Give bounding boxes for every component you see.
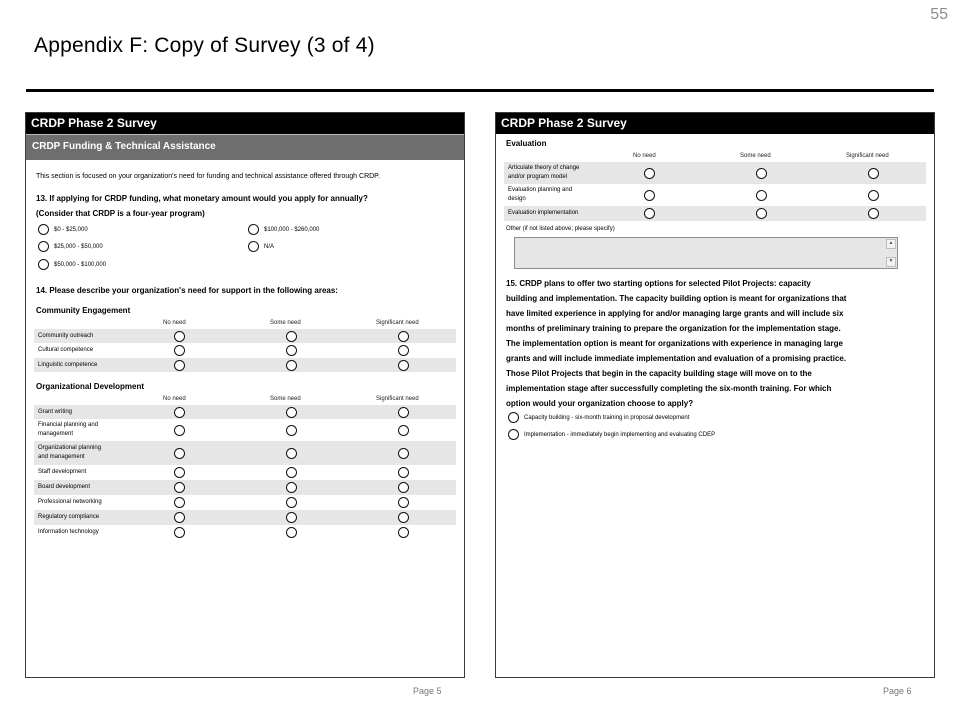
q13-option-50k-100k[interactable]: $50,000 - $100,000 xyxy=(38,259,106,270)
col-significant-need: Significant need xyxy=(846,153,889,159)
radio-significant-need[interactable] xyxy=(398,512,409,523)
radio-button[interactable] xyxy=(38,224,49,235)
table-row: Evaluation planning and design xyxy=(504,184,926,206)
radio-no-need[interactable] xyxy=(174,482,185,493)
radio-no-need[interactable] xyxy=(174,407,185,418)
radio-no-need[interactable] xyxy=(174,345,185,356)
radio-no-need[interactable] xyxy=(174,512,185,523)
col-some-need: Some need xyxy=(270,396,301,402)
radio-some-need[interactable] xyxy=(286,467,297,478)
q13-option-0-25k[interactable]: $0 - $25,000 xyxy=(38,224,88,235)
radio-button[interactable] xyxy=(248,224,259,235)
slide-number: 55 xyxy=(930,6,948,23)
radio-significant-need[interactable] xyxy=(398,482,409,493)
radio-no-need[interactable] xyxy=(174,497,185,508)
radio-button[interactable] xyxy=(38,259,49,270)
radio-some-need[interactable] xyxy=(756,190,767,201)
radio-button[interactable] xyxy=(508,429,519,440)
radio-significant-need[interactable] xyxy=(868,168,879,179)
radio-some-need[interactable] xyxy=(286,425,297,436)
community-engagement-title: Community Engagement xyxy=(36,306,131,315)
survey-header: CRDP Phase 2 Survey xyxy=(26,113,464,134)
radio-some-need[interactable] xyxy=(286,497,297,508)
radio-no-need[interactable] xyxy=(174,331,185,342)
table-row: Professional networking xyxy=(34,495,456,510)
radio-some-need[interactable] xyxy=(286,407,297,418)
radio-significant-need[interactable] xyxy=(398,497,409,508)
radio-significant-need[interactable] xyxy=(868,190,879,201)
table-row: Articulate theory of change and/or program model xyxy=(504,162,926,184)
radio-button[interactable] xyxy=(38,241,49,252)
radio-some-need[interactable] xyxy=(756,168,767,179)
radio-significant-need[interactable] xyxy=(868,208,879,219)
radio-no-need[interactable] xyxy=(644,168,655,179)
radio-significant-need[interactable] xyxy=(398,448,409,459)
radio-significant-need[interactable] xyxy=(398,425,409,436)
radio-significant-need[interactable] xyxy=(398,345,409,356)
radio-button[interactable] xyxy=(508,412,519,423)
table-row: Community outreach xyxy=(34,329,456,343)
radio-significant-need[interactable] xyxy=(398,467,409,478)
col-significant-need: Significant need xyxy=(376,320,419,326)
question-13-line1: 13. If applying for CRDP funding, what monetary amount would you apply for annually? xyxy=(36,194,368,203)
radio-no-need[interactable] xyxy=(644,208,655,219)
section-intro: This section is focused on your organization's need for funding and technical assistance offered through CRDP. xyxy=(36,173,380,180)
q15-option-capacity-building[interactable]: Capacity building - six-month training in proposal development xyxy=(508,412,689,423)
table-row: Evaluation implementation xyxy=(504,206,926,221)
col-significant-need: Significant need xyxy=(376,396,419,402)
radio-button[interactable] xyxy=(248,241,259,252)
radio-no-need[interactable] xyxy=(174,527,185,538)
table-row: Organizational planning and management xyxy=(34,441,456,465)
radio-no-need[interactable] xyxy=(174,467,185,478)
radio-some-need[interactable] xyxy=(286,527,297,538)
radio-significant-need[interactable] xyxy=(398,331,409,342)
radio-significant-need[interactable] xyxy=(398,527,409,538)
table-row: Linguistic competence xyxy=(34,358,456,372)
col-no-need: No need xyxy=(163,320,186,326)
col-some-need: Some need xyxy=(740,153,771,159)
q15-option-implementation[interactable]: Implementation - immediately begin implementing and evaluating CDEP xyxy=(508,429,715,440)
radio-no-need[interactable] xyxy=(644,190,655,201)
table-row: Financial planning and management xyxy=(34,419,456,441)
title-rule xyxy=(26,89,934,92)
table-row: Information technology xyxy=(34,525,456,540)
q13-option-25k-50k[interactable]: $25,000 - $50,000 xyxy=(38,241,103,252)
question-14: 14. Please describe your organization's need for support in the following areas: xyxy=(36,286,338,295)
organizational-development-grid xyxy=(34,405,456,540)
radio-some-need[interactable] xyxy=(286,331,297,342)
radio-no-need[interactable] xyxy=(174,360,185,371)
question-15: 15. CRDP plans to offer two starting options for selected Pilot Projects: capacity building and implementation. The capacity building option is meant for organizations that have limited experience in applying for and/or managing large grants and will include six months of preliminary training to prepare the organization for the implementation stage. The implementation option is meant for organizations with experience in managing large grants and will include immediate implementation and evaluation of a promising practice. Those Pilot Projects that begin in the capacity building stage will move on to the implementation stage after successfully completing the six-month training. For which option would your organization choose to apply? xyxy=(506,279,847,408)
survey-page-right xyxy=(495,112,935,678)
table-row: Regulatory compliance xyxy=(34,510,456,525)
col-no-need: No need xyxy=(633,153,656,159)
section-title: CRDP Funding & Technical Assistance xyxy=(26,134,464,160)
other-textarea[interactable] xyxy=(514,237,898,269)
table-row: Staff development xyxy=(34,465,456,480)
q13-option-na[interactable]: N/A xyxy=(248,241,274,252)
col-no-need: No need xyxy=(163,396,186,402)
scroll-up-icon[interactable]: ▲ xyxy=(886,239,896,249)
survey-header: CRDP Phase 2 Survey xyxy=(496,113,934,134)
radio-no-need[interactable] xyxy=(174,448,185,459)
table-row: Grant writing xyxy=(34,405,456,419)
organizational-development-title: Organizational Development xyxy=(36,382,145,391)
radio-some-need[interactable] xyxy=(286,360,297,371)
radio-significant-need[interactable] xyxy=(398,407,409,418)
page-number-right: Page 6 xyxy=(883,686,912,696)
question-13-line2: (Consider that CRDP is a four-year program) xyxy=(36,209,205,218)
evaluation-title: Evaluation xyxy=(506,139,547,148)
radio-some-need[interactable] xyxy=(286,482,297,493)
community-engagement-grid xyxy=(34,329,456,372)
evaluation-grid xyxy=(504,162,926,221)
page-number-left: Page 5 xyxy=(413,686,442,696)
radio-some-need[interactable] xyxy=(756,208,767,219)
scroll-down-icon[interactable]: ▼ xyxy=(886,257,896,267)
col-some-need: Some need xyxy=(270,320,301,326)
slide-title: Appendix F: Copy of Survey (3 of 4) xyxy=(34,34,375,57)
radio-significant-need[interactable] xyxy=(398,360,409,371)
table-row: Cultural competence xyxy=(34,343,456,358)
radio-no-need[interactable] xyxy=(174,425,185,436)
survey-page-left xyxy=(25,112,465,678)
radio-some-need[interactable] xyxy=(286,345,297,356)
other-label: Other (if not listed above; please specify) xyxy=(506,226,615,232)
radio-some-need[interactable] xyxy=(286,448,297,459)
table-row: Board development xyxy=(34,480,456,495)
radio-some-need[interactable] xyxy=(286,512,297,523)
q13-option-100k-260k[interactable]: $100,000 - $260,000 xyxy=(248,224,319,235)
